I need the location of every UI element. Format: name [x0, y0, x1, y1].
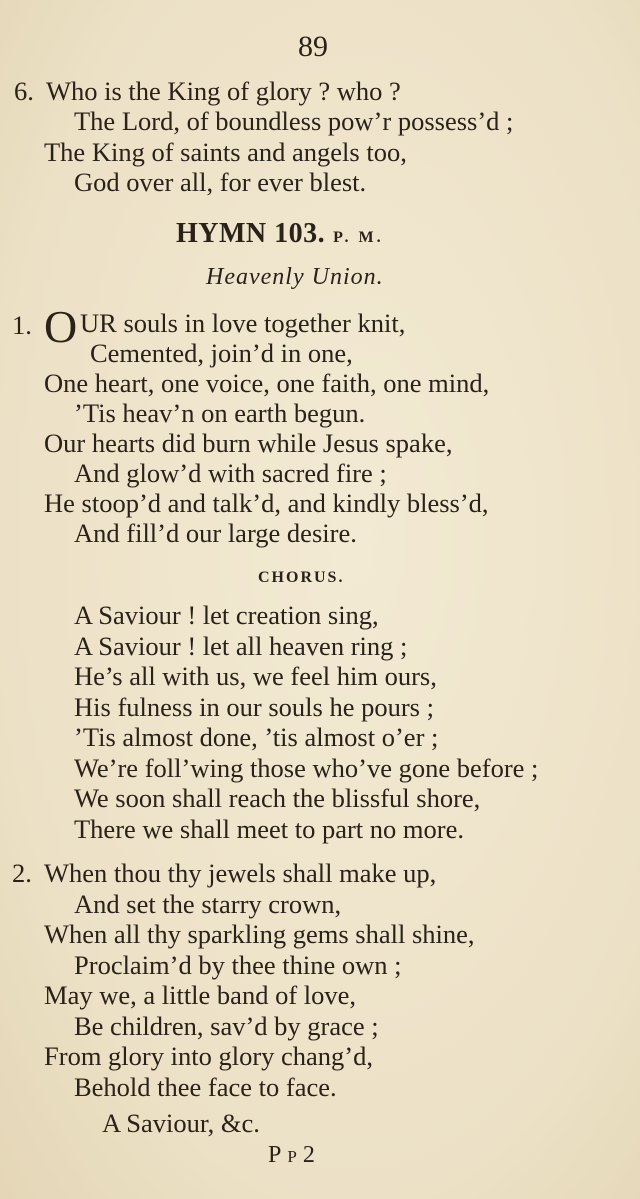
- stanza-2-line-6: Be children, sav’d by grace ;: [74, 1011, 379, 1041]
- hymn-meter: P. M.: [333, 229, 384, 246]
- chorus-line-6: We’re foll’wing those who’ve gone before ;: [74, 753, 539, 783]
- hymn-subtitle: Heavenly Union.: [206, 264, 384, 290]
- signature-number: 2: [302, 1142, 321, 1168]
- hymn-number: HYMN 103.: [176, 218, 326, 249]
- drop-cap: O: [44, 301, 78, 352]
- stanza-6-line-3: The King of saints and angels too,: [44, 137, 407, 167]
- hymn-title: [176, 218, 384, 250]
- signature-small-letter: P: [287, 1147, 303, 1166]
- stanza-6-line-1: Who is the King of glory ? who ?: [46, 76, 401, 106]
- signature-mark: [268, 1142, 321, 1169]
- stanza-1-line-8: And fill’d our large desire.: [74, 518, 357, 548]
- chorus-line-1: A Saviour ! let creation sing,: [74, 600, 379, 630]
- chorus-line-5: ’Tis almost done, ’tis almost o’er ;: [74, 722, 439, 752]
- stanza-2-line-2: And set the starry crown,: [74, 889, 342, 919]
- stanza-2-line-1: When thou thy jewels shall make up,: [44, 858, 437, 888]
- signature-letter: P: [268, 1142, 288, 1168]
- chorus-line-7: We soon shall reach the blissful shore,: [74, 783, 481, 813]
- stanza-2-number: 2.: [12, 858, 32, 888]
- chorus-heading: CHORUS.: [258, 569, 345, 586]
- stanza-6-line-4: God over all, for ever blest.: [74, 167, 367, 197]
- chorus-line-2: A Saviour ! let all heaven ring ;: [74, 631, 408, 661]
- chorus-line-4: His fulness in our souls he pours ;: [74, 692, 434, 722]
- stanza-1-line-7: He stoop’d and talk’d, and kindly bless’d,: [44, 488, 489, 518]
- chorus-line-8: There we shall meet to part no more.: [74, 814, 464, 844]
- refrain-reference: A Saviour, &c.: [102, 1108, 260, 1138]
- page-number: 89: [298, 30, 328, 63]
- stanza-1-number: 1.: [12, 310, 32, 340]
- stanza-1-line-2: Cemented, join’d in one,: [90, 338, 353, 368]
- stanza-2-line-8: Behold thee face to face.: [74, 1072, 337, 1102]
- stanza-1-line-6: And glow’d with sacred fire ;: [74, 458, 387, 488]
- stanza-1-line-3: One heart, one voice, one faith, one mind,: [44, 368, 490, 398]
- chorus-line-3: He’s all with us, we feel him ours,: [74, 661, 437, 691]
- stanza-2-line-3: When all thy sparkling gems shall shine,: [44, 919, 475, 949]
- stanza-2-line-7: From glory into glory chang’d,: [44, 1041, 373, 1071]
- stanza-2-line-5: May we, a little band of love,: [44, 980, 357, 1010]
- stanza-6-number: 6.: [14, 76, 34, 106]
- stanza-1-line-5: Our hearts did burn while Jesus spake,: [44, 428, 453, 458]
- stanza-1-line-4: ’Tis heav’n on earth begun.: [74, 398, 366, 428]
- stanza-1-line-1: UR souls in love together knit,: [80, 308, 406, 338]
- stanza-6-line-2: The Lord, of boundless pow’r possess’d ;: [74, 106, 514, 136]
- stanza-2-line-4: Proclaim’d by thee thine own ;: [74, 950, 402, 980]
